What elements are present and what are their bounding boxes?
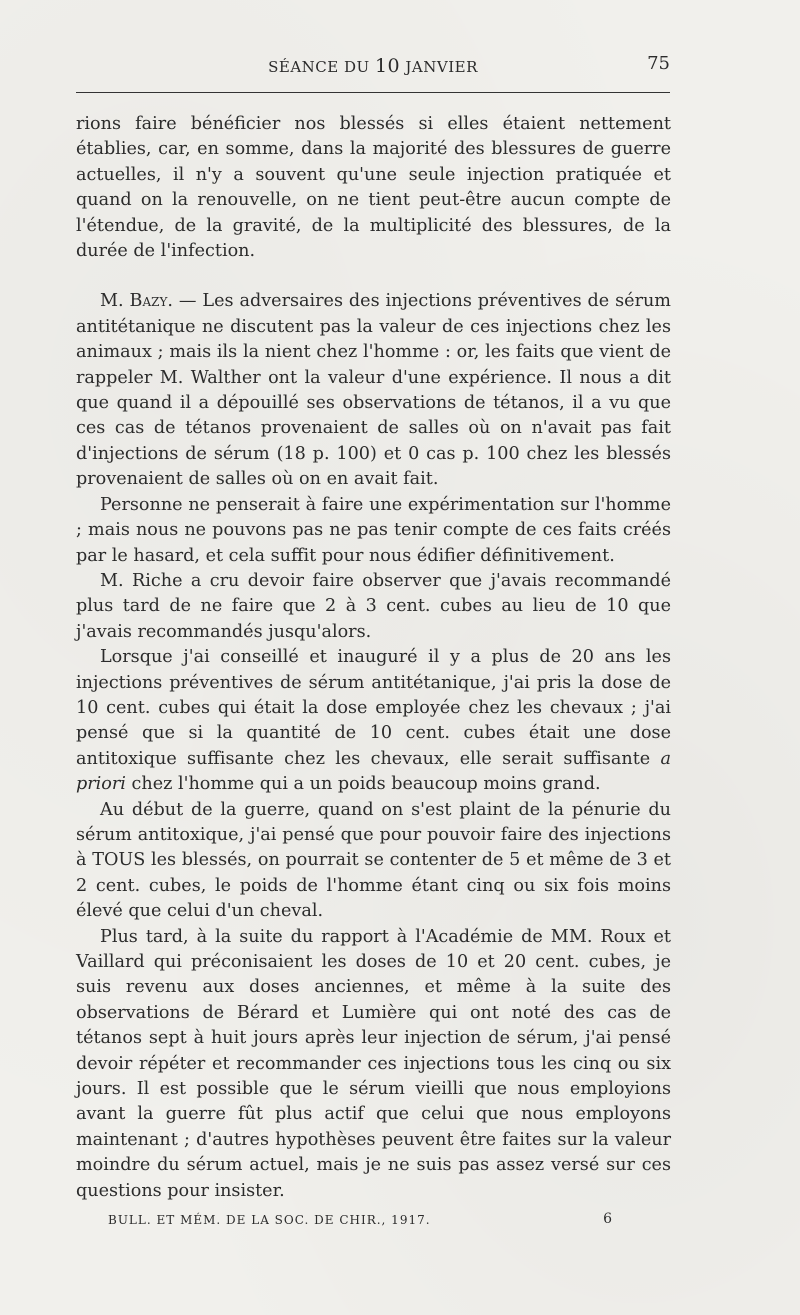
paragraph-2 bbox=[76, 289, 671, 492]
paragraph-5-end: chez l'homme qui a un poids beaucoup moins grand. bbox=[125, 774, 601, 795]
paragraph-7: Plus tard, à la suite du rapport à l'Académie de MM. Roux et Vaillard qui préconisaient les doses de 10 et 20 cent. cubes, je suis revenu aux doses anciennes, et même à la suite des observations de Bérard et Lumière qui ont noté des cas de tétanos sept à huit jours après leur injection de sérum, j'ai pensé devoir répéter et recommander ces injections tous les cinq ou six jours. Il est possible que le sérum vieilli que nous employions avant la guerre fût plus actif que celui que nous employons maintenant ; d'autres hypothèses peuvent être faites sur la valeur moindre du sérum actuel, mais je ne suis pas assez versé sur ces questions pour insister. bbox=[76, 926, 671, 1201]
page-number: 75 bbox=[647, 53, 670, 74]
main-text bbox=[76, 112, 671, 1204]
header-title-prefix: SÉANCE DU bbox=[268, 58, 375, 76]
paragraph-5 bbox=[76, 645, 671, 797]
header-title-day: 10 bbox=[374, 55, 401, 77]
paragraph-5-italic: a priori bbox=[76, 748, 671, 795]
footer-journal: BULL. ET MÉM. DE LA SOC. DE CHIR., 1917. bbox=[108, 1213, 431, 1227]
header-title-suffix: JANVIER bbox=[400, 58, 478, 76]
running-header bbox=[76, 51, 670, 75]
paragraph-4: M. Riche a cru devoir faire observer que j'avais recommandé plus tard de ne faire que 2 à 3 cent. cubes au lieu de 10 que j'avais recommandés jusqu'alors. bbox=[76, 570, 671, 642]
speaker-name: M. Bazy. bbox=[100, 291, 173, 312]
footer-signature: 6 bbox=[603, 1211, 613, 1227]
page-footer bbox=[108, 1211, 613, 1231]
paragraph-3: Personne ne penserait à faire une expérimentation sur l'homme ; mais nous ne pouvons pas ne pas tenir compte de ces faits créés par le hasard, et cela suffit pour nous édifier définitivement. bbox=[76, 494, 671, 566]
paragraph-5-text: Lorsque j'ai conseillé et inauguré il y a plus de 20 ans les injections préventives de sérum antitétanique, j'ai pris la dose de 10 cent. cubes qui était la dose employée chez les chevaux ; j'ai pensé que si la quantité de 10 cent. cubes était une dose antitoxique suffisante chez les chevaux, elle serait suffisante bbox=[76, 647, 671, 769]
paragraph-6: Au début de la guerre, quand on s'est plaint de la pénurie du sérum antitoxique, j'ai pensé que pour pouvoir faire des injections à TOUS les blessés, on pourrait se contenter de 5 et même de 3 et 2 cent. cubes, le poids de l'homme étant cinq ou six fois moins élevé que celui d'un cheval. bbox=[76, 799, 671, 922]
header-rule bbox=[76, 92, 670, 93]
paragraph-1: rions faire bénéficier nos blessés si elles étaient nettement établies, car, en somme, dans la majorité des blessures de guerre actuelles, il n'y a souvent qu'une seule injection pratiquée et quand on la renouvelle, on ne tient peut-être aucun compte de l'étendue, de la gravité, de la multiplicité des blessures, de la durée de l'infection. bbox=[76, 114, 671, 262]
header-title bbox=[76, 55, 670, 77]
paragraph-2-text: — Les adversaires des injections préventives de sérum antitétanique ne discutent pas la valeur de ces injections chez les animaux ; mais ils la nient chez l'homme : or, les faits que vient de rappeler M. Walther ont la valeur d'une expérience. Il nous a dit que quand il a dépouillé ses observations de tétanos, il a vu que ces cas de tétanos provenaient de salles où on n'avait pas fait d'injections de sérum (18 p. 100) et 0 cas p. 100 chez les blessés provenaient de salles où on en avait fait. bbox=[76, 291, 671, 490]
